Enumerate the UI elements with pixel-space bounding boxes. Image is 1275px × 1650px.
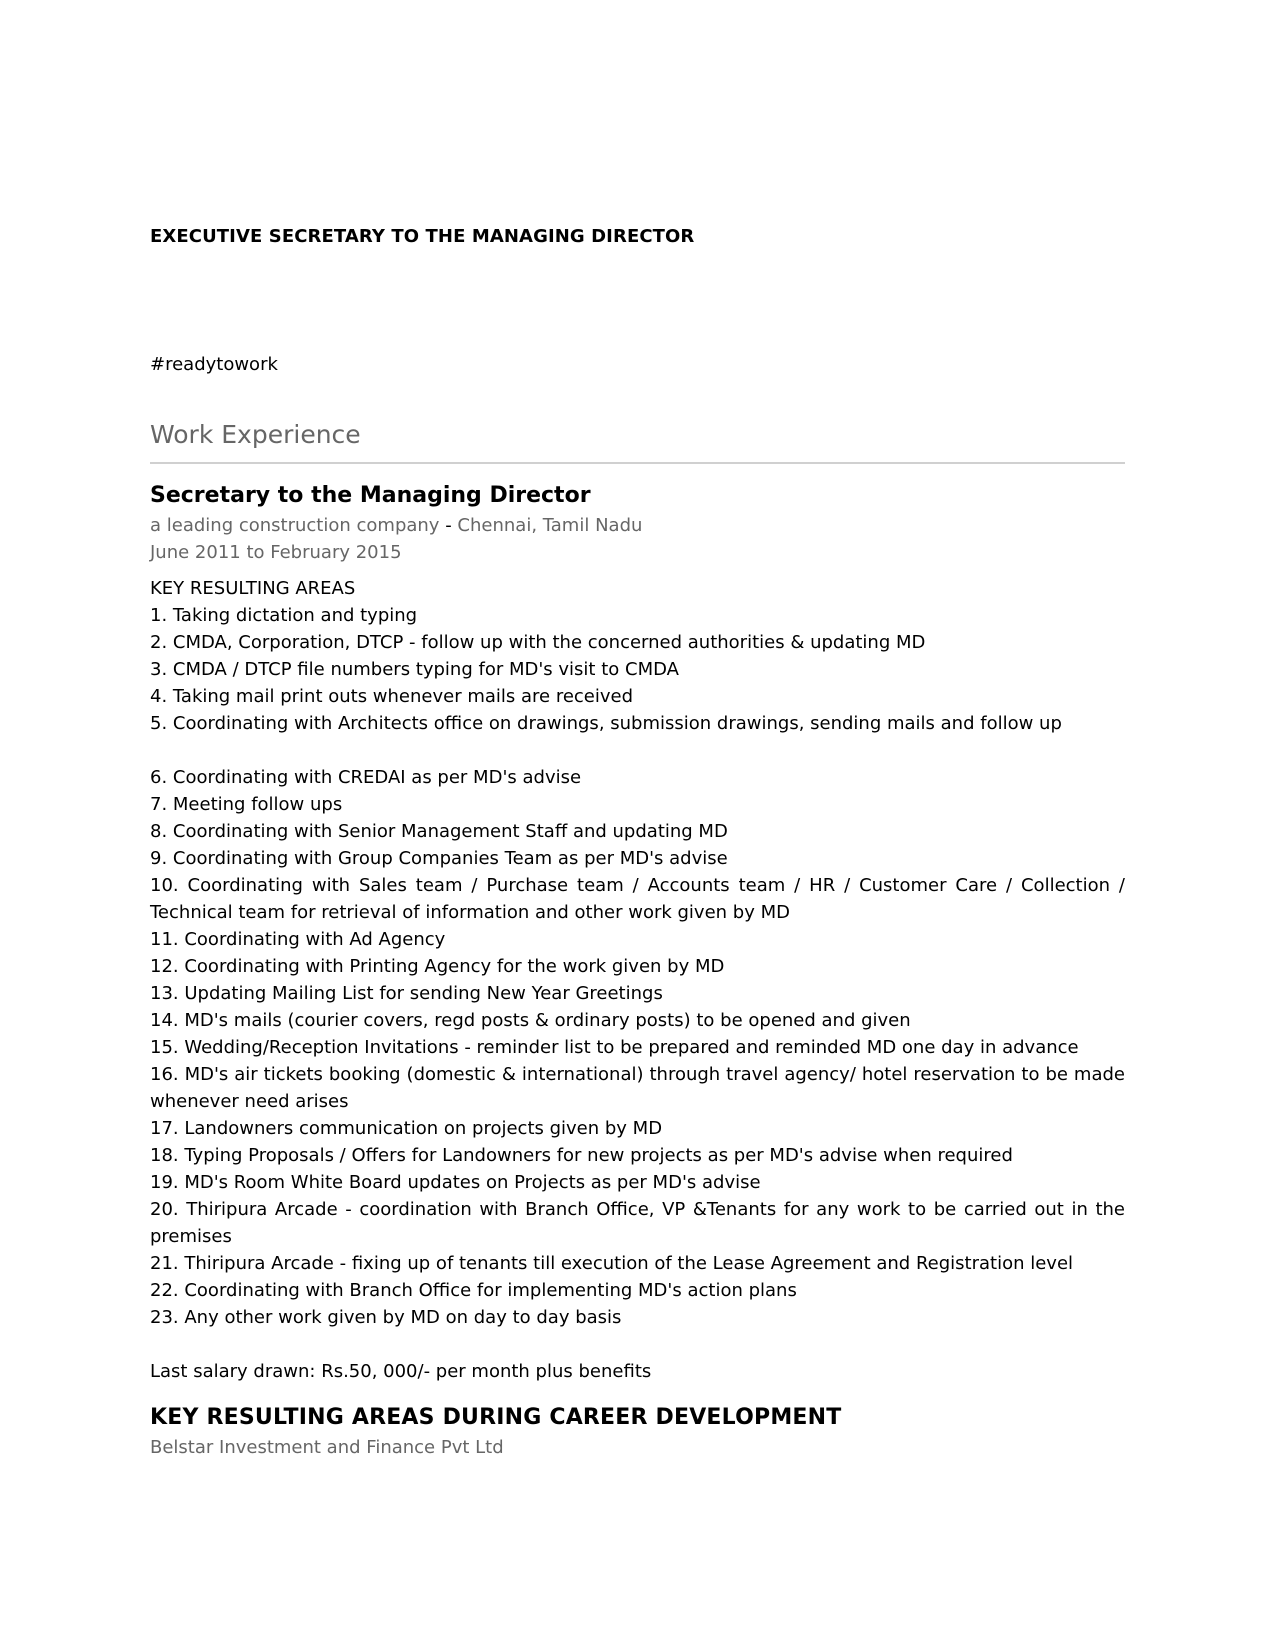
kra-item: 7. Meeting follow ups [150, 794, 343, 815]
career-company: Belstar Investment and Finance Pvt Ltd [150, 1437, 504, 1458]
kra-list [150, 602, 1125, 737]
kra-item: 10. Coordinating with Sales team / Purchase team / Accounts team / HR / Customer Care / Collection / Technical team for retrieval of information and other work given by MD [150, 875, 1125, 923]
kra-item: 5. Coordinating with Architects office on drawings, submission drawings, sending mails and follow up [150, 713, 1062, 734]
kra-item: 11. Coordinating with Ad Agency [150, 929, 446, 950]
hashtag-text: #readytowork [150, 354, 278, 375]
section-divider [150, 462, 1125, 464]
job-title: Secretary to the Managing Director [150, 483, 591, 508]
kra-item: 3. CMDA / DTCP file numbers typing for MD's visit to CMDA [150, 659, 679, 680]
kra-item: 20. Thiripura Arcade - coordination with Branch Office, VP &Tenants for any work to be carried out in the premises [150, 1199, 1125, 1247]
kra-item: 21. Thiripura Arcade - fixing up of tenants till execution of the Lease Agreement and Registration level [150, 1253, 1074, 1274]
company-location-separator: - [439, 515, 458, 536]
kra-heading: KEY RESULTING AREAS [150, 578, 356, 599]
kra-item: 13. Updating Mailing List for sending New Year Greetings [150, 983, 663, 1004]
kra-item: 6. Coordinating with CREDAI as per MD's advise [150, 767, 582, 788]
kra-item: 8. Coordinating with Senior Management Staff and updating MD [150, 821, 728, 842]
job-entry [150, 480, 1125, 1385]
kra-item: 23. Any other work given by MD on day to day basis [150, 1307, 622, 1328]
document-title: EXECUTIVE SECRETARY TO THE MANAGING DIRECTOR [150, 226, 695, 247]
kra-item: 19. MD's Room White Board updates on Projects as per MD's advise [150, 1172, 761, 1193]
job-location: Chennai, Tamil Nadu [457, 515, 643, 536]
last-salary: Last salary drawn: Rs.50, 000/- per month plus benefits [150, 1361, 652, 1382]
kra-item: 9. Coordinating with Group Companies Team as per MD's advise [150, 848, 728, 869]
kra-item: 17. Landowners communication on projects given by MD [150, 1118, 663, 1139]
job-company: a leading construction company [150, 515, 440, 536]
kra-item: 2. CMDA, Corporation, DTCP - follow up with the concerned authorities & updating MD [150, 632, 926, 653]
career-development-section [150, 1402, 1125, 1461]
job-dates: June 2011 to February 2015 [150, 542, 402, 563]
kra-spacer [150, 737, 1125, 764]
kra-item: 15. Wedding/Reception Invitations - reminder list to be prepared and reminded MD one day in advance [150, 1037, 1079, 1058]
kra-item: 14. MD's mails (courier covers, regd posts & ordinary posts) to be opened and given [150, 1010, 911, 1031]
kra-item: 1. Taking dictation and typing [150, 605, 418, 626]
career-development-title: KEY RESULTING AREAS DURING CAREER DEVELOPMENT [150, 1405, 842, 1430]
kra-item: 22. Coordinating with Branch Office for implementing MD's action plans [150, 1280, 797, 1301]
kra-item: 16. MD's air tickets booking (domestic & international) through travel agency/ hotel reservation to be made whenever need arises [150, 1064, 1125, 1112]
kra-item: 12. Coordinating with Printing Agency for the work given by MD [150, 956, 725, 977]
kra-block [150, 575, 1125, 1331]
kra-list [150, 764, 1125, 1331]
job-company-line [150, 512, 1125, 539]
kra-item: 4. Taking mail print outs whenever mails are received [150, 686, 634, 707]
work-experience-heading: Work Experience [150, 420, 361, 449]
kra-item: 18. Typing Proposals / Offers for Landowners for new projects as per MD's advise when required [150, 1145, 1013, 1166]
